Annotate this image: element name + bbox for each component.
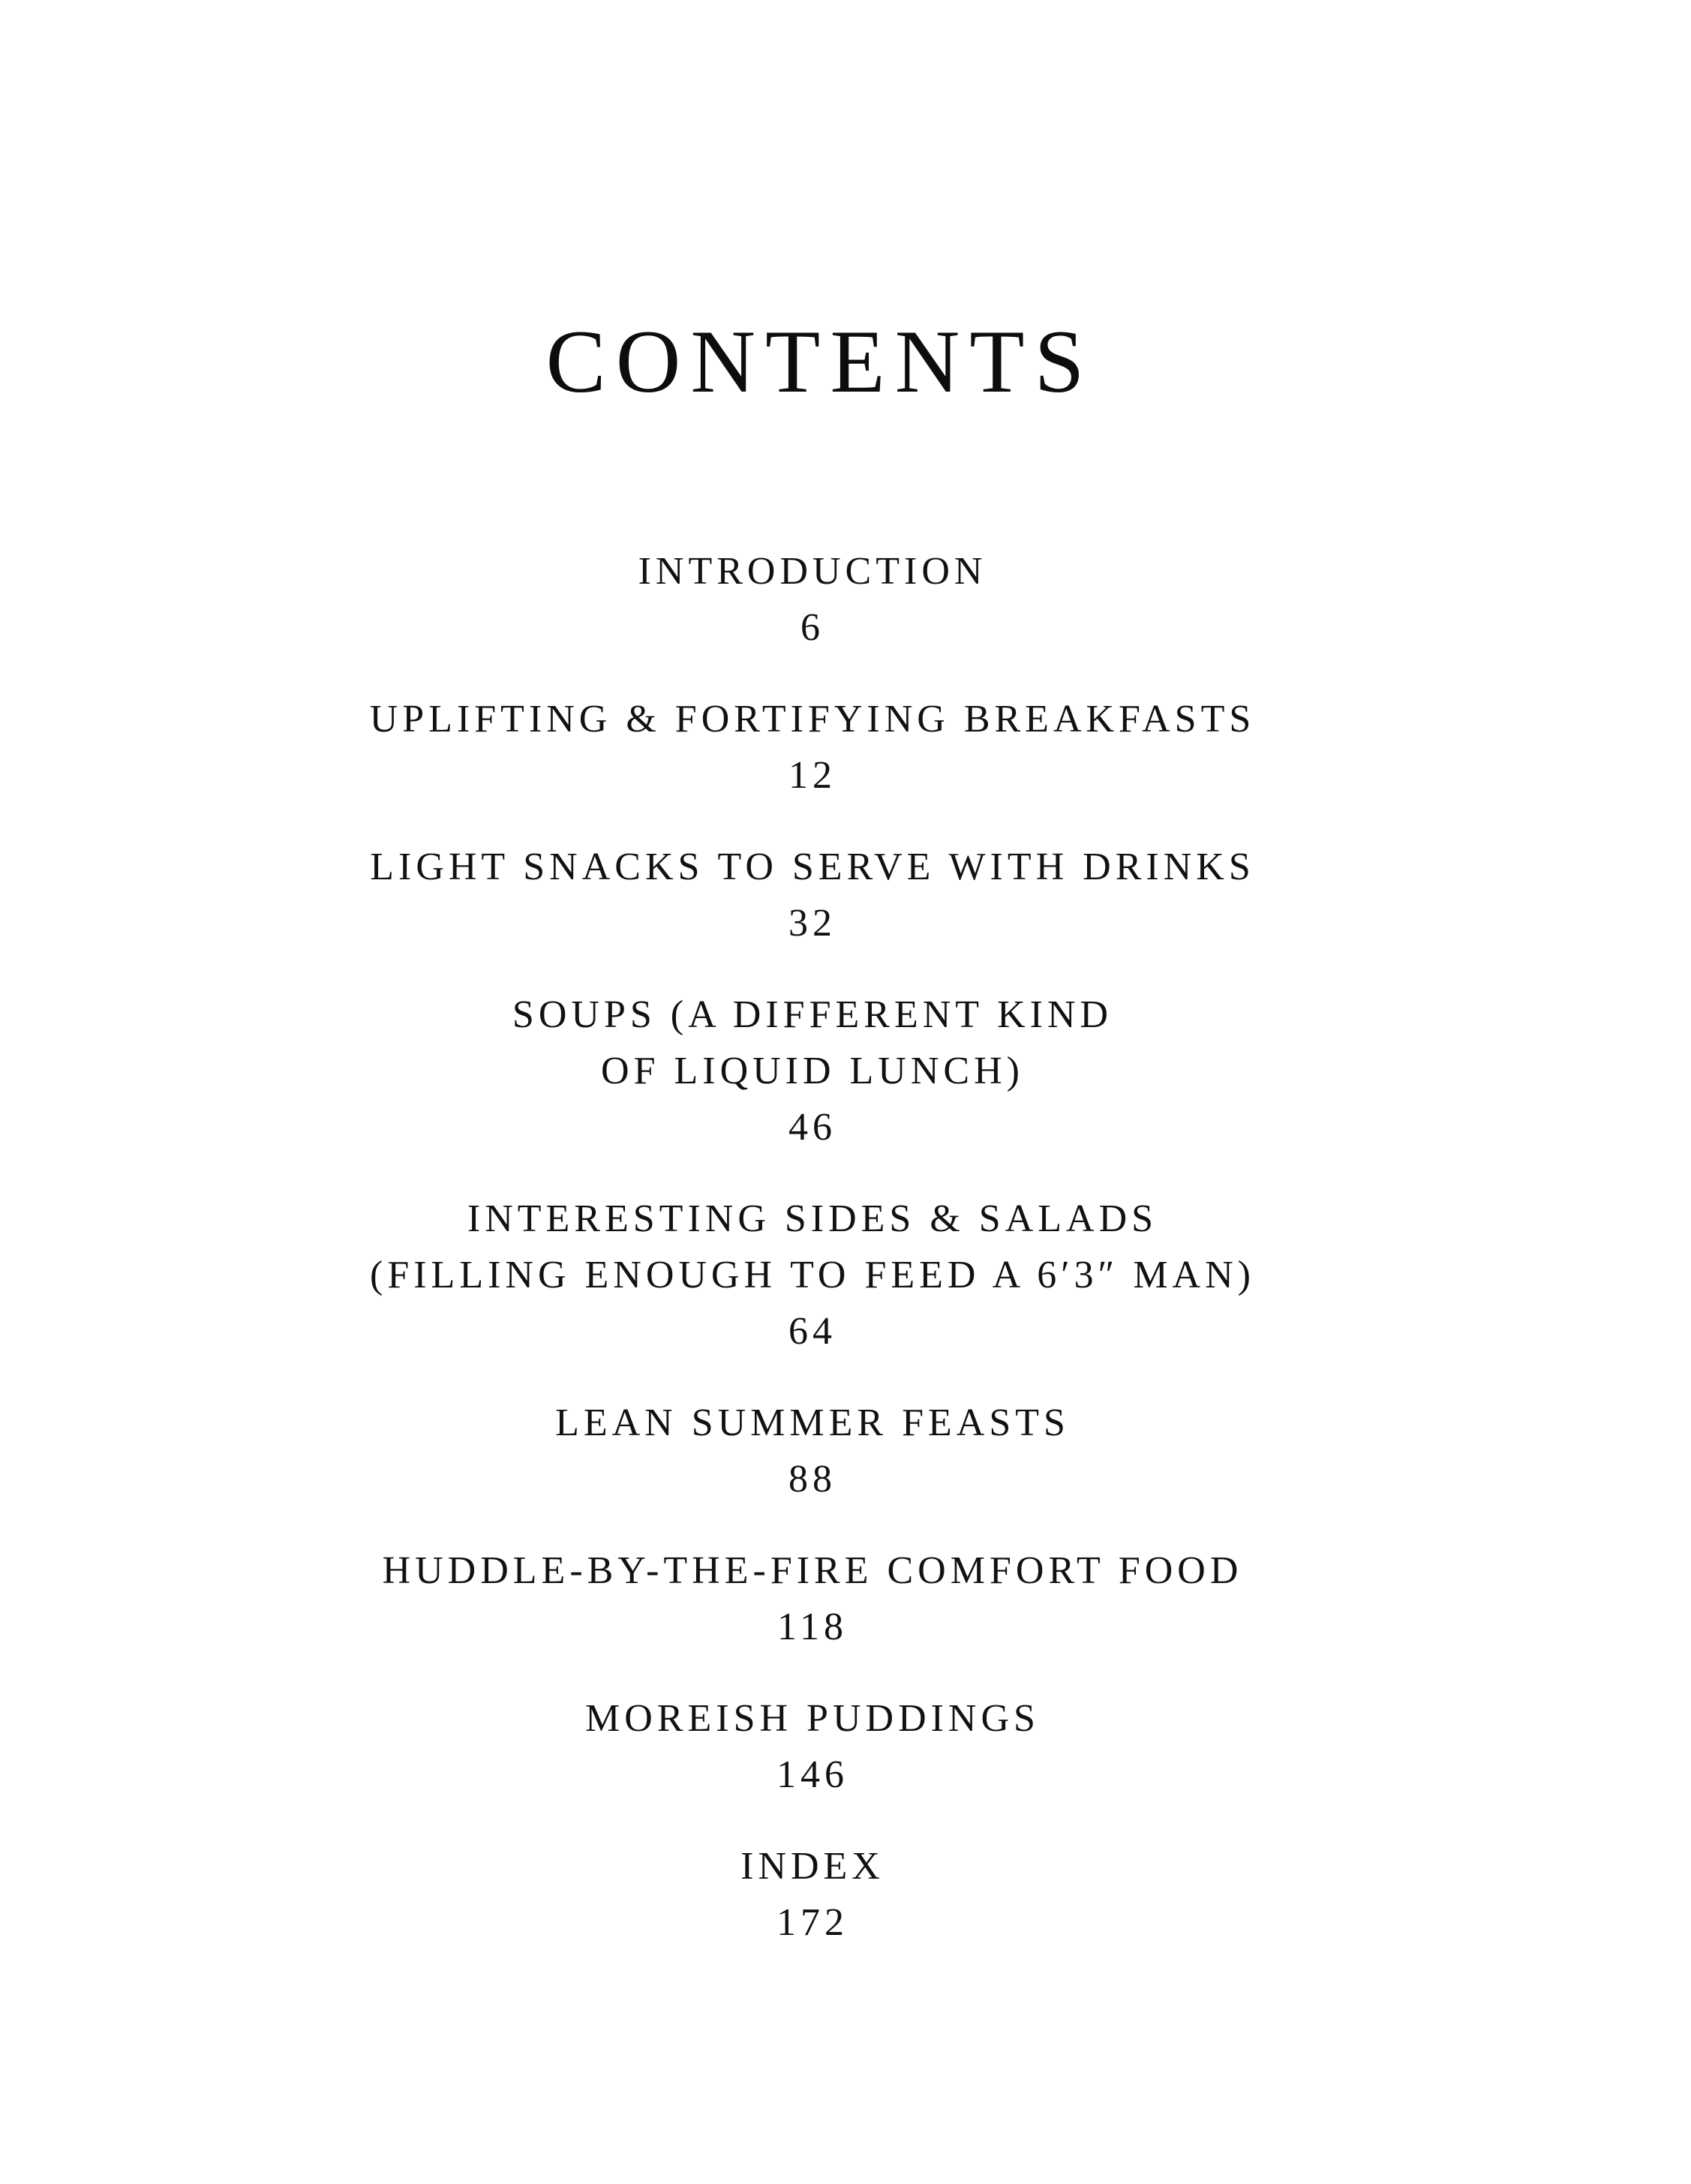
toc-entry-title-continued: OF LIQUID LUNCH) [601,1050,1024,1092]
toc-entry-light-snacks[interactable] [365,839,1255,951]
toc-page-number: 46 [788,1106,836,1149]
toc-entry-title: INTERESTING SIDES & SALADS [467,1197,1158,1240]
page-title: CONTENTS [545,311,1095,411]
table-of-contents [0,543,1620,1986]
toc-page-number: 146 [776,1753,849,1796]
toc-entry-puddings[interactable] [581,1690,1040,1803]
toc-entry-index[interactable] [736,1838,885,1951]
toc-page-number: 64 [788,1310,836,1353]
toc-entry-introduction[interactable] [634,543,987,656]
toc-entry-summer-feasts[interactable] [551,1395,1070,1507]
toc-entry-soups[interactable] [508,987,1113,1155]
toc-entry-title: LIGHT SNACKS TO SERVE WITH DRINKS [370,846,1255,888]
toc-entry-title: HUDDLE-BY-THE-FIRE COMFORT FOOD [382,1549,1243,1592]
toc-entry-breakfasts[interactable] [365,691,1256,804]
toc-entry-sides-salads[interactable] [365,1191,1255,1359]
toc-page-number: 12 [788,754,836,797]
toc-entry-title: LEAN SUMMER FEASTS [555,1401,1070,1444]
toc-page-number: 118 [776,1606,849,1648]
toc-page-number: 6 [800,606,824,649]
toc-page-number: 88 [788,1458,836,1501]
toc-entry-title: INTRODUCTION [638,550,987,593]
toc-entry-title: UPLIFTING & FORTIFYING BREAKFASTS [369,698,1256,741]
toc-entry-title-continued: (FILLING ENOUGH TO FEED A 6′3″ MAN) [370,1254,1255,1296]
toc-entry-title: MOREISH PUDDINGS [585,1697,1040,1740]
toc-entry-comfort-food[interactable] [378,1543,1243,1655]
toc-entry-title: INDEX [740,1845,885,1888]
toc-page-number: 172 [776,1901,849,1944]
toc-page-number: 32 [788,902,836,945]
toc-entry-title: SOUPS (A DIFFERENT KIND [512,993,1113,1036]
